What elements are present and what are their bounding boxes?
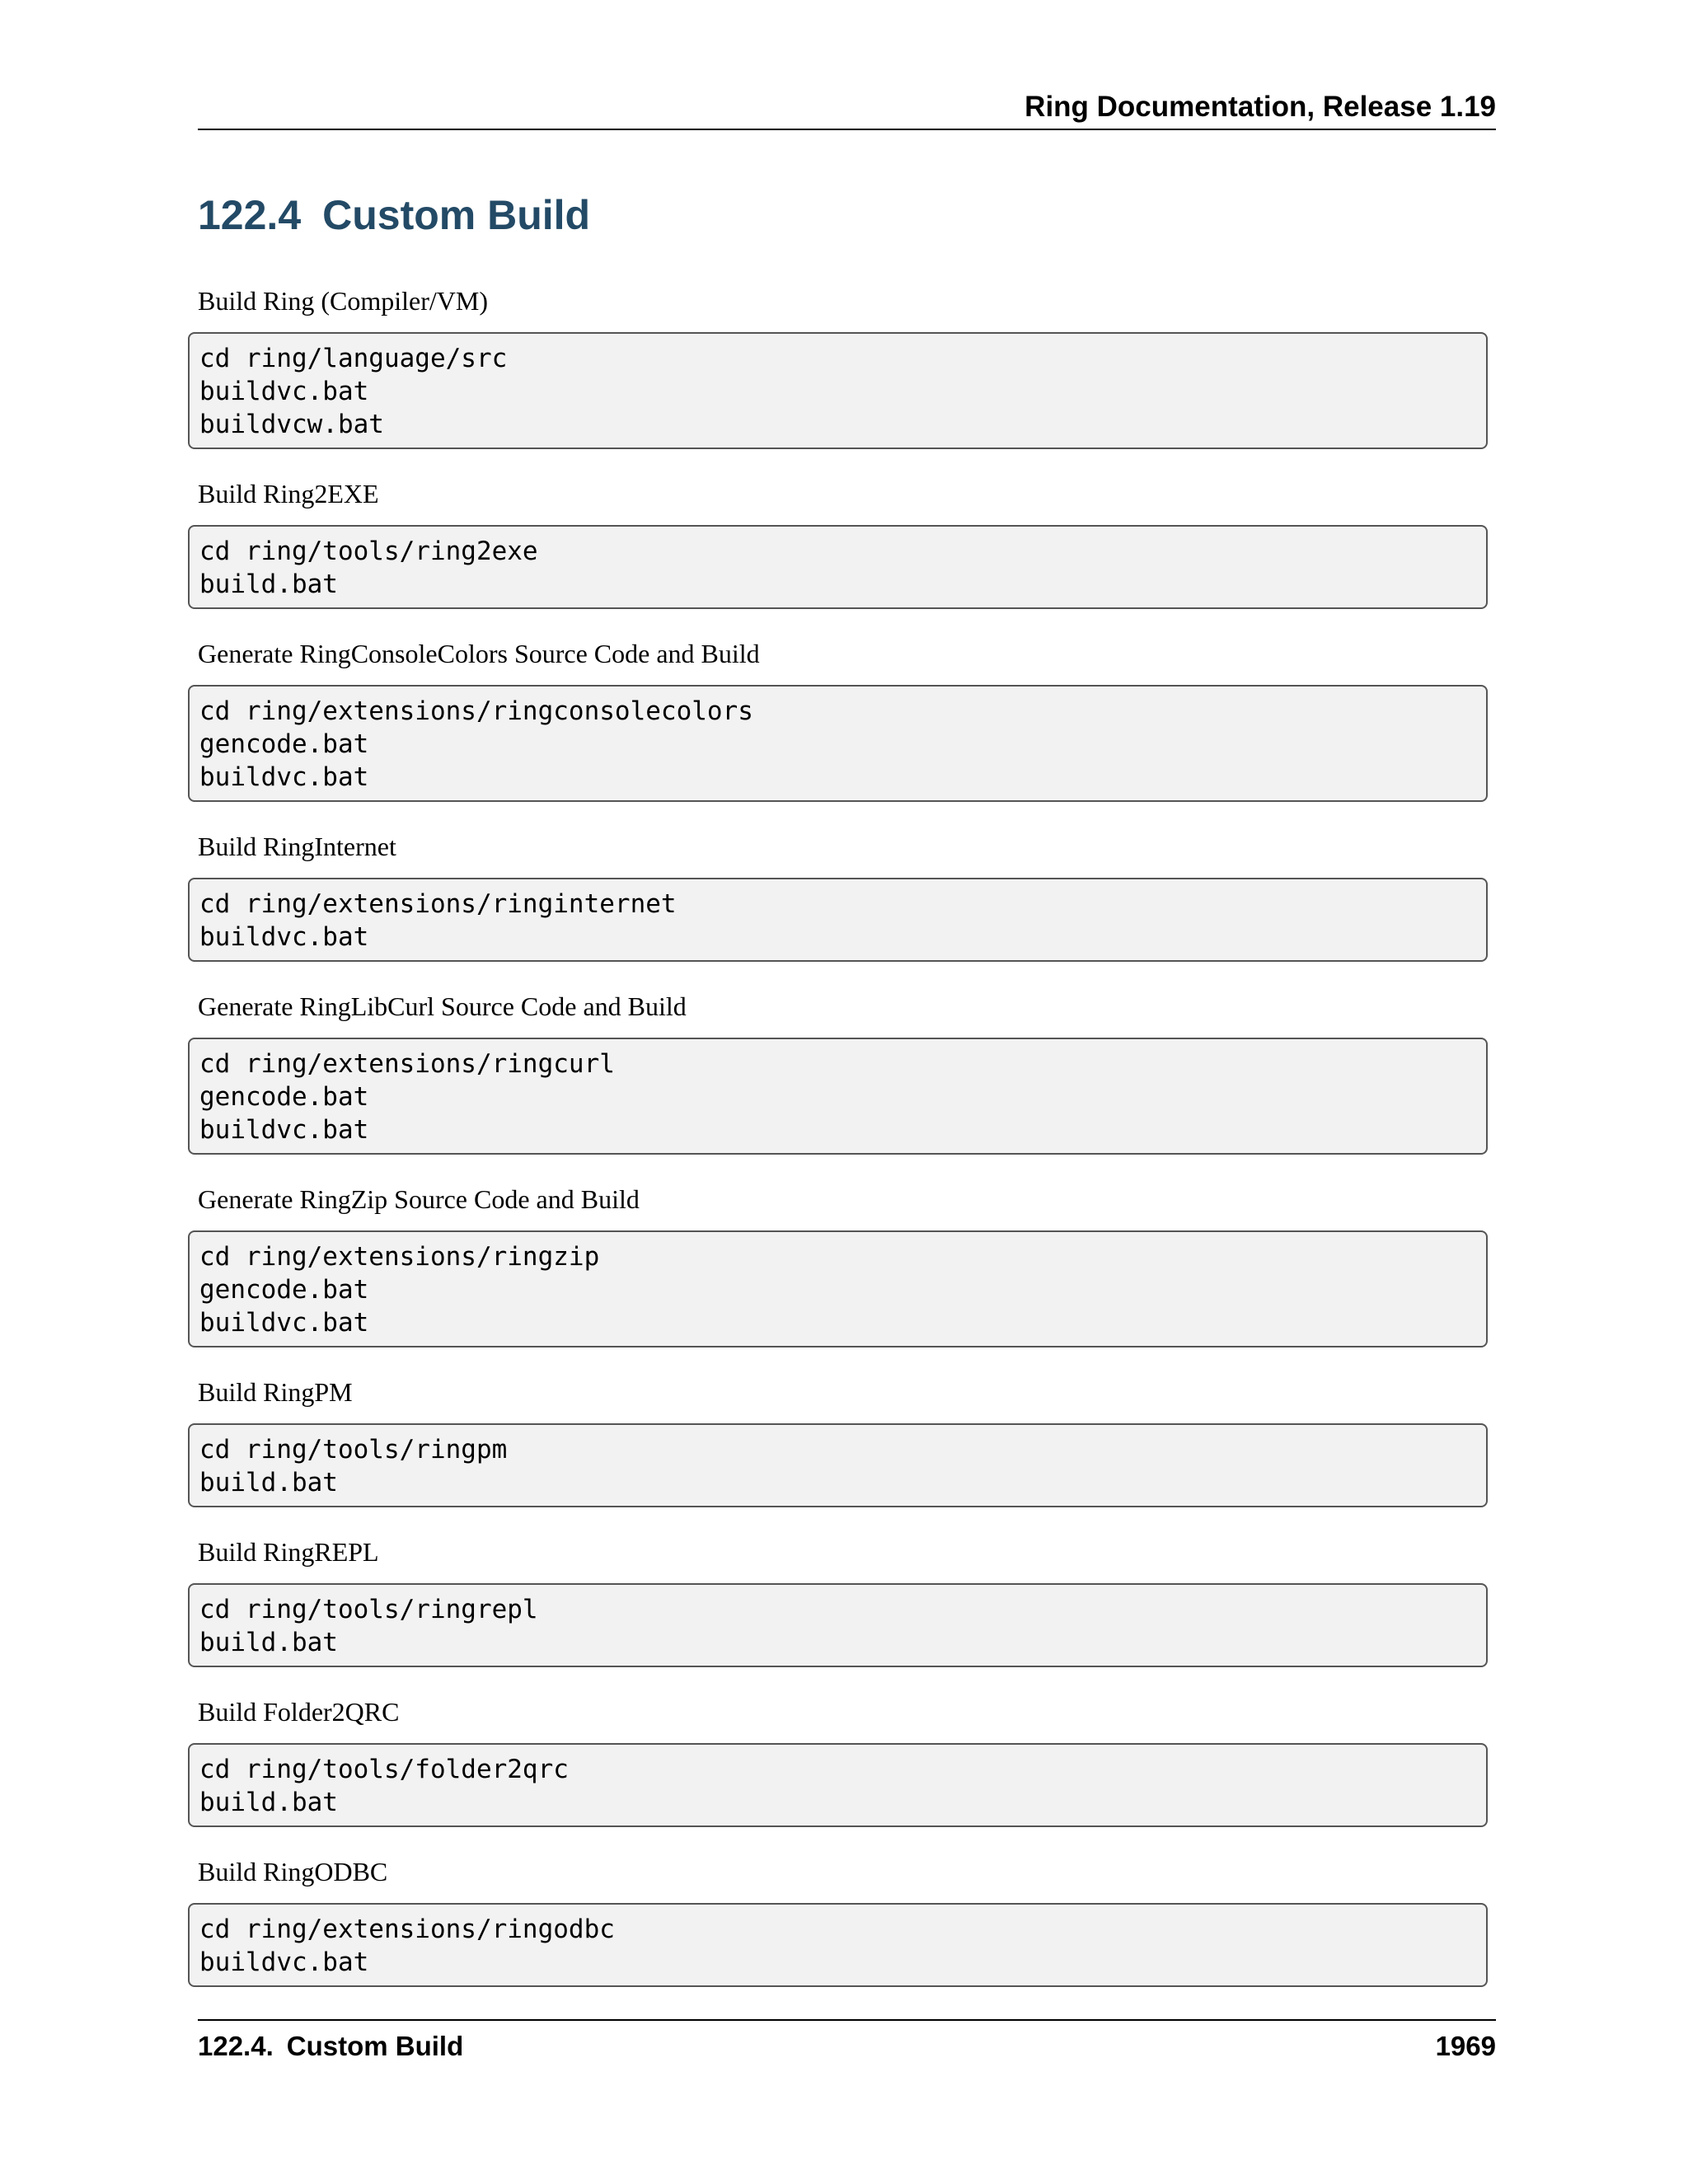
- footer-section-label: [198, 2031, 463, 2062]
- section-number: 122.4: [198, 192, 302, 238]
- code-block[interactable]: [188, 685, 1488, 802]
- code-block[interactable]: [188, 525, 1488, 609]
- code-block[interactable]: [188, 1903, 1488, 1987]
- instruction-text: Build Ring (Compiler/VM): [198, 286, 488, 316]
- code-line: gencode.bat: [199, 1275, 369, 1305]
- code-block[interactable]: [188, 1423, 1488, 1507]
- code-line: cd ring/extensions/ringzip: [199, 1242, 600, 1272]
- section-title: Custom Build: [322, 192, 591, 238]
- code-block[interactable]: [188, 1583, 1488, 1667]
- instruction-block: [198, 1695, 1496, 1827]
- section-content: [198, 284, 1496, 2015]
- code-line: buildvc.bat: [199, 1308, 369, 1338]
- code-line: build.bat: [199, 1788, 338, 1817]
- instruction-block: [198, 284, 1496, 449]
- instruction-text: Build Ring2EXE: [198, 479, 379, 509]
- instruction-text: Generate RingConsoleColors Source Code and Build: [198, 639, 760, 668]
- code-line: cd ring/extensions/ringodbc: [199, 1915, 615, 1944]
- code-line: buildvcw.bat: [199, 410, 384, 439]
- instruction-block: [198, 1855, 1496, 1987]
- page-number: 1969: [1435, 2031, 1496, 2061]
- header-title: Ring Documentation, Release 1.19: [1025, 91, 1496, 123]
- instruction-block: [198, 990, 1496, 1155]
- instruction-block: [198, 1376, 1496, 1507]
- code-line: build.bat: [199, 1468, 338, 1497]
- footer-section-title: Custom Build: [286, 2031, 464, 2061]
- instruction-text: Build RingREPL: [198, 1537, 379, 1567]
- code-line: buildvc.bat: [199, 762, 369, 792]
- code-line: buildvc.bat: [199, 1115, 369, 1145]
- instruction-text: Build RingInternet: [198, 832, 396, 861]
- code-block[interactable]: [188, 1230, 1488, 1347]
- code-line: buildvc.bat: [199, 1947, 369, 1977]
- instruction-block: [198, 1183, 1496, 1347]
- code-line: build.bat: [199, 1628, 338, 1657]
- code-line: buildvc.bat: [199, 377, 369, 406]
- code-line: build.bat: [199, 569, 338, 599]
- code-block[interactable]: [188, 1038, 1488, 1155]
- instruction-text: Generate RingLibCurl Source Code and Build: [198, 991, 687, 1021]
- footer-section-number: 122.4.: [198, 2031, 274, 2061]
- instruction-text: Build RingPM: [198, 1377, 353, 1407]
- code-line: cd ring/extensions/ringcurl: [199, 1049, 615, 1079]
- instruction-text: Generate RingZip Source Code and Build: [198, 1184, 640, 1214]
- instruction-block: [198, 637, 1496, 802]
- code-block[interactable]: [188, 1743, 1488, 1827]
- code-line: cd ring/extensions/ringinternet: [199, 889, 677, 919]
- document-page: [198, 0, 1496, 2184]
- instruction-text: Build Folder2QRC: [198, 1697, 400, 1727]
- code-block[interactable]: [188, 878, 1488, 962]
- section-heading: [198, 191, 590, 239]
- code-line: buildvc.bat: [199, 922, 369, 952]
- code-line: gencode.bat: [199, 729, 369, 759]
- code-line: cd ring/extensions/ringconsolecolors: [199, 696, 753, 726]
- code-line: gencode.bat: [199, 1082, 369, 1112]
- running-footer: [198, 2019, 1496, 2061]
- code-line: cd ring/tools/ringrepl: [199, 1595, 538, 1624]
- code-line: cd ring/tools/ring2exe: [199, 537, 538, 566]
- code-line: cd ring/tools/ringpm: [199, 1435, 508, 1465]
- instruction-block: [198, 830, 1496, 962]
- instruction-text: Build RingODBC: [198, 1857, 388, 1886]
- instruction-block: [198, 1535, 1496, 1667]
- code-block[interactable]: [188, 332, 1488, 449]
- code-line: cd ring/tools/folder2qrc: [199, 1755, 569, 1784]
- instruction-block: [198, 477, 1496, 609]
- code-line: cd ring/language/src: [199, 344, 508, 373]
- running-header: [198, 89, 1496, 130]
